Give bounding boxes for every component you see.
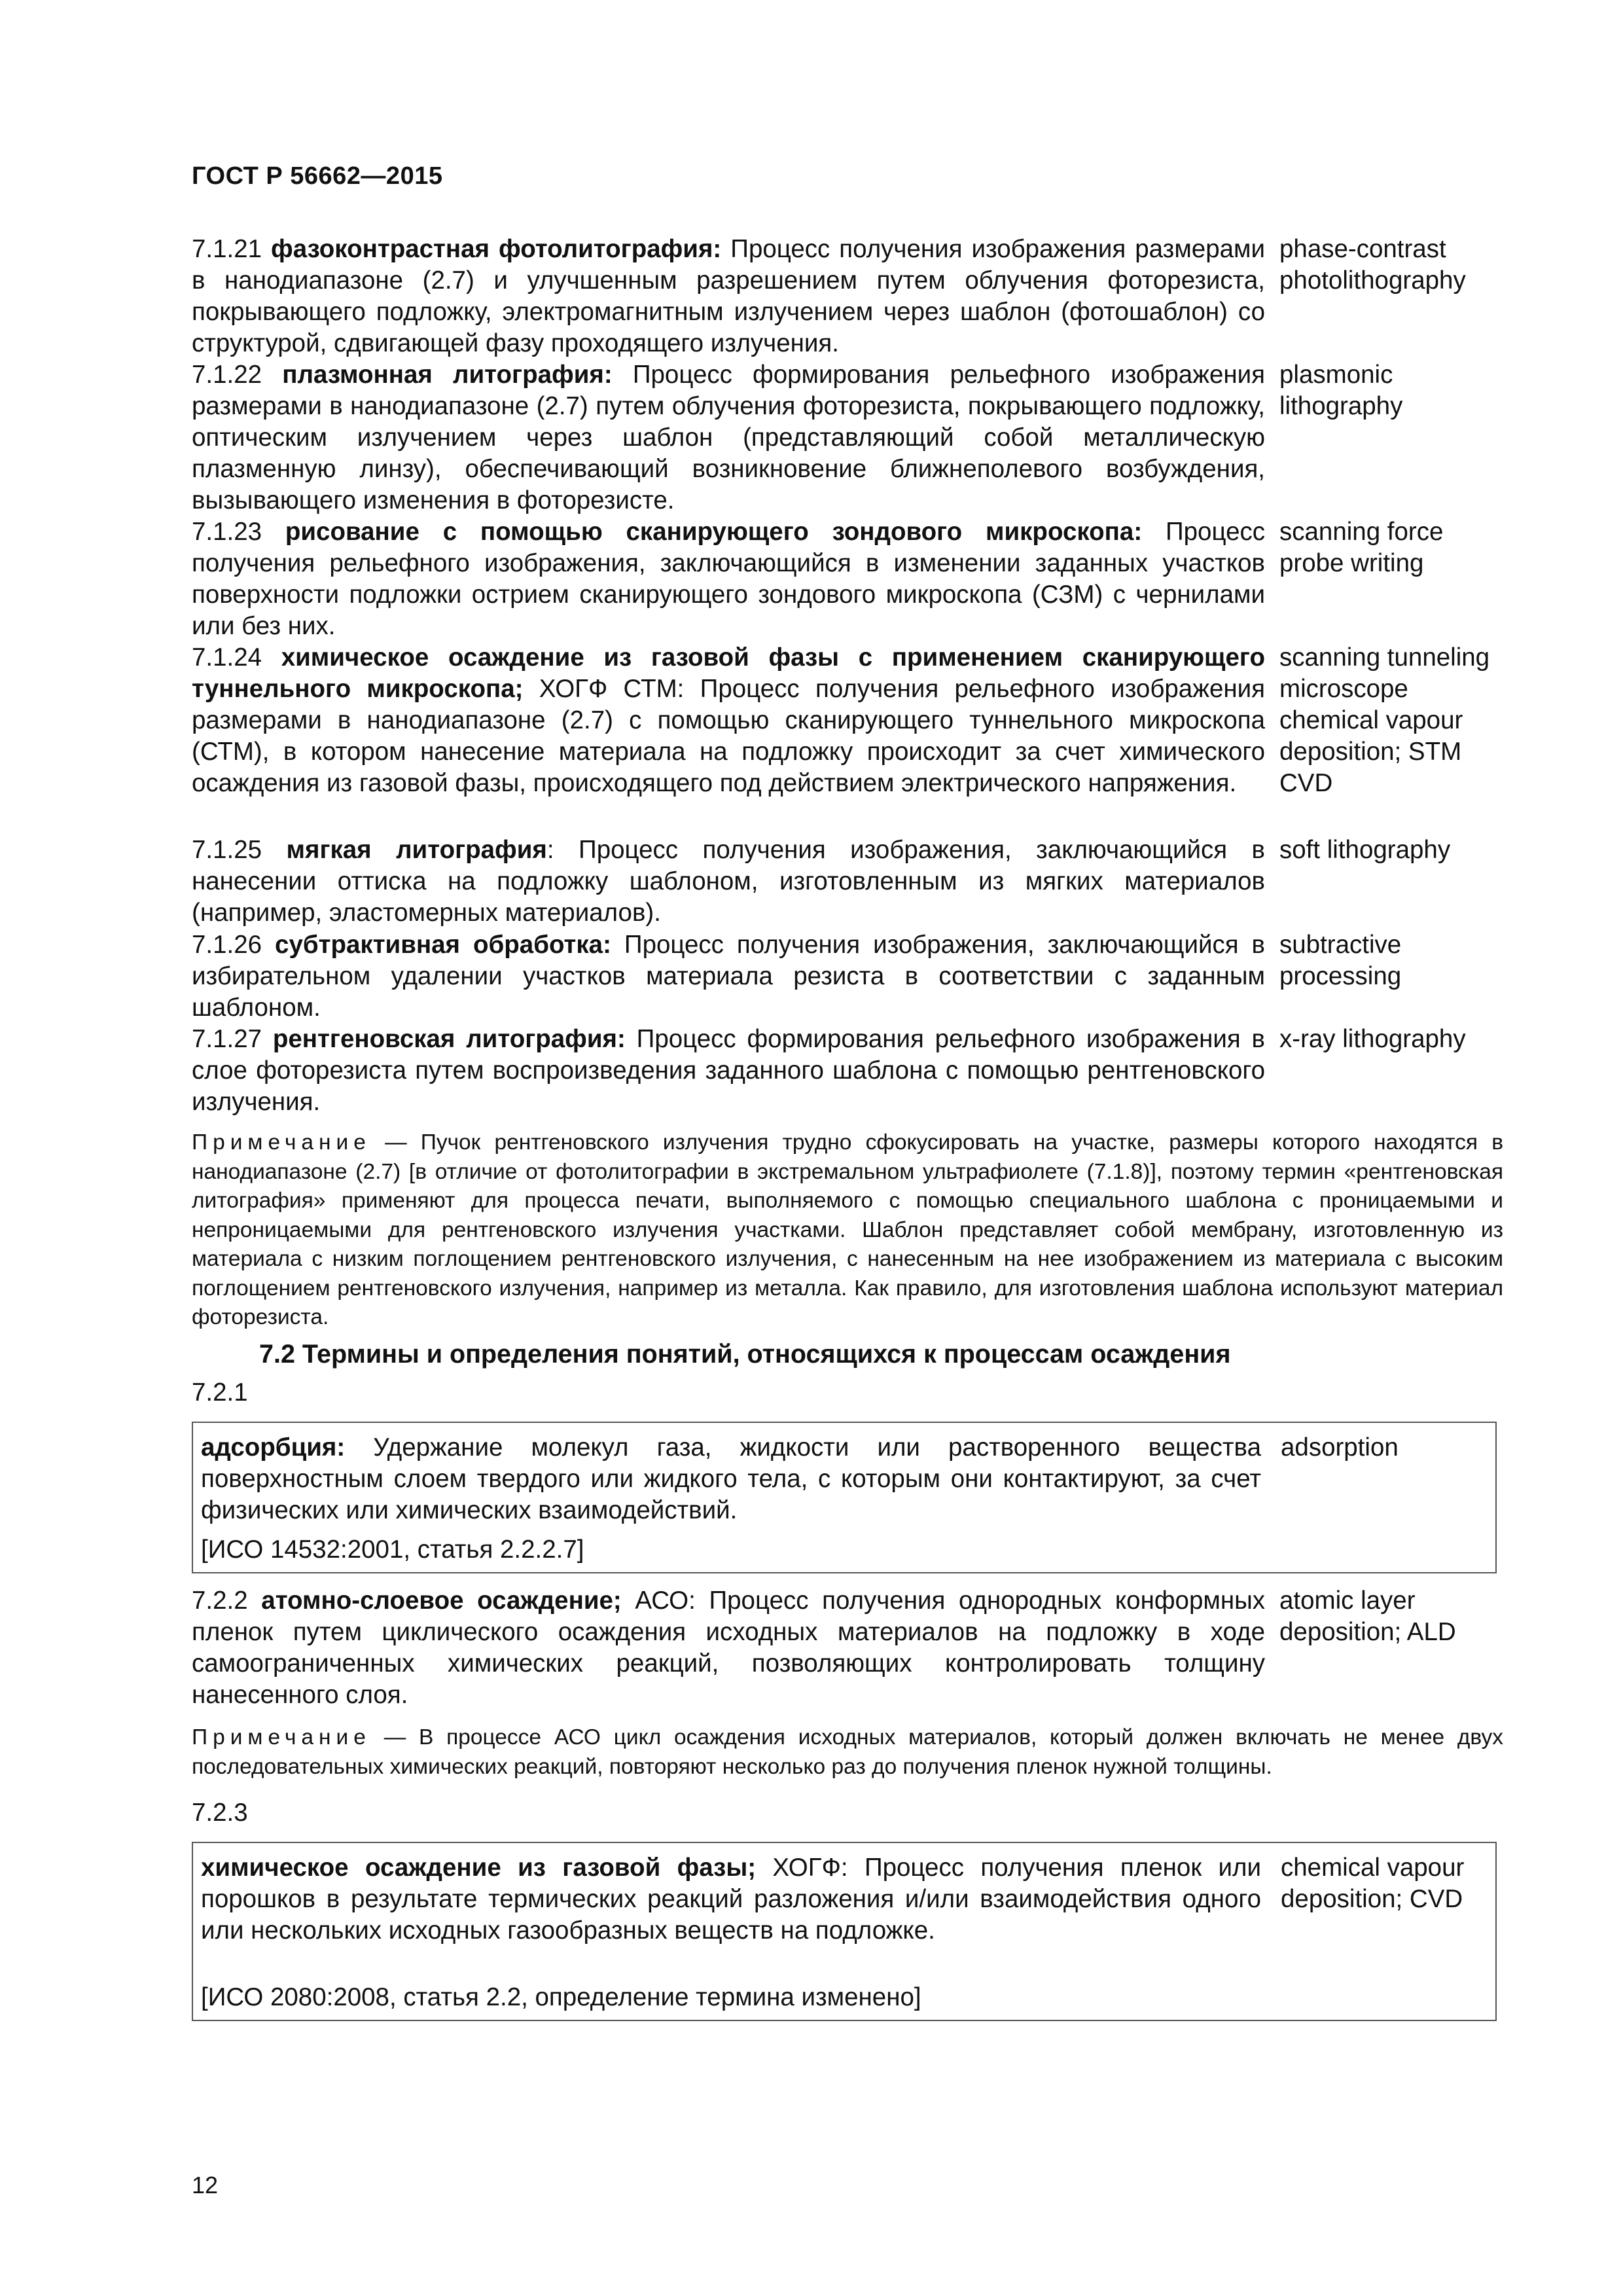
entry-definition — [201, 1852, 1261, 1946]
note-text: — Пучок рентгеновского излучения трудно сфокусировать на участке, размеры которого находятся в нанодиапазоне (2.7) [в отличие от фотолитографии в экстремальном ультрафиолете (7.1.8)], поэтому термин «рентгеновская литография» применяют для процесса печати, выполняемого с помощью специального шаблона с проницаемыми и непроницаемыми для рентгеновского излучения участками. Шаблон представляет собой мембрану, изготовленную из материала с низким поглощением рентгеновского излучения, с нанесенным на нее изображением из материала с высоким поглощением рентгеновского излучения, например из металла. Как правило, для изготовления шаблона используют материал фоторезиста. — [192, 1130, 1504, 1329]
entry-english-term: chemical vapour deposition; CVD — [1281, 1854, 1465, 1913]
entry-number: 7.1.26 — [192, 931, 262, 959]
entry-term: химическое осаждение из газовой фазы с применением сканирующего туннельного микроскопа; — [192, 643, 1265, 703]
note-label: Примечание — [192, 1725, 371, 1749]
term-box-adsorption — [192, 1422, 1497, 1573]
entry-number: 7.1.25 — [192, 836, 262, 864]
entry-definition — [192, 929, 1265, 1024]
entry-text: Удержание молекул газа, жидкости или растворенного вещества поверхностным слоем твердого или жидкого тела, с которым они контактируют, за счет физических или химических взаимодействий. — [201, 1433, 1261, 1524]
entry-english-term: phase-contrast photolithography — [1279, 235, 1466, 295]
entry-english-term: plasmonic lithography — [1279, 361, 1403, 420]
entry-term: мягкая литография — [286, 836, 547, 864]
entry-definition — [192, 1585, 1265, 1711]
entry-number-7-2-3: 7.2.3 — [192, 1799, 248, 1827]
entry-number: 7.2.2 — [192, 1587, 248, 1615]
entry-text: Процесс получения изображения размерами в нанодиапазоне (2.7) и улучшенным разрешением путем облучения фоторезиста, покрывающего подложку, электромагнитным излучением через шаблон (фотошаблон) со структурой, сдвигающей фазу проходящего излучения. — [192, 235, 1265, 357]
entry-definition — [192, 359, 1265, 516]
term-box-cvd — [192, 1842, 1497, 2021]
entry-source: [ИСО 2080:2008, статья 2.2, определение термина изменено] — [201, 1983, 921, 2011]
entry-term: рентгеновская литография: — [272, 1025, 626, 1053]
entry-english-term: scanning tunneling microscope chemical vapour deposition; STM CVD — [1279, 643, 1490, 797]
entry-definition — [192, 1024, 1265, 1118]
entry-definition — [192, 834, 1265, 929]
entry-definition — [201, 1432, 1261, 1526]
note-xray — [192, 1128, 1503, 1333]
entry-term: рисование с помощью сканирующего зондового микроскопа: — [285, 518, 1143, 546]
entry-term: субтрактивная обработка: — [275, 931, 611, 959]
entry-term: атомно-слоевое осаждение; — [261, 1587, 622, 1615]
entry-english-term: soft lithography — [1279, 836, 1451, 864]
note-label: Примечание — [192, 1130, 371, 1155]
entry-definition — [192, 642, 1265, 799]
section-heading-7-2: 7.2 Термины и определения понятий, относящихся к процессам осаждения — [259, 1340, 1231, 1369]
standard-code: ГОСТ Р 56662—2015 — [192, 162, 443, 190]
entry-source: [ИСО 14532:2001, статья 2.2.2.7] — [201, 1535, 584, 1564]
entry-term: фазоконтрастная фотолитография: — [271, 235, 722, 263]
entry-english-term: adsorption — [1281, 1433, 1399, 1462]
entry-definition — [192, 234, 1265, 359]
entry-definition — [192, 516, 1265, 642]
entry-text: Процесс формирования рельефного изображения размерами в нанодиапазоне (2.7) путем облучения фоторезиста, покрывающего подложку, оптическим излучением через шаблон (представляющий собой металлическую плазменную линзу), обеспечивающий возникновение ближнеполевого возбуждения, вызывающего изменения в фоторезисте. — [192, 361, 1265, 514]
entry-term: плазмонная литография: — [282, 361, 613, 389]
entry-text: Процесс получения рельефного изображения, заключающийся в изменении заданных участков поверхности подложки острием сканирующего зондового микроскопа (СЗМ) с чернилами или без них. — [192, 518, 1265, 640]
entry-text: ХОГФ СТМ: Процесс получения рельефного изображения размерами в нанодиапазоне (2.7) с помощью сканирующего туннельного микроскопа (СТМ), в котором нанесение материала на подложку происходит за счет химического осаждения из газовой фазы, происходящего под действием электрического напряжения. — [192, 675, 1265, 797]
entry-number: 7.1.22 — [192, 361, 262, 389]
entry-number-7-2-1: 7.2.1 — [192, 1378, 248, 1407]
entry-english-term: subtractive processing — [1279, 931, 1402, 990]
note-ald — [192, 1723, 1503, 1782]
entry-english-term: atomic layer deposition; ALD — [1279, 1587, 1456, 1646]
entry-term: адсорбция: — [201, 1433, 346, 1462]
entry-text: ХОГФ: Процесс получения пленок или порошков в результате термических реакций разложения и/или взаимодействия одного или нескольких исходных газообразных веществ на подложке. — [201, 1854, 1262, 1945]
entry-text: : Процесс получения изображения, заключающийся в нанесении оттиска на подложку шаблоном, изготовленным из мягких материалов (например, эластомерных материалов). — [192, 836, 1265, 927]
page-number: 12 — [192, 2172, 219, 2198]
entry-text: АСО: Процесс получения однородных конформных пленок путем циклического осаждения исходных материалов на подложку в ходе самоограниченных химических реакций, позволяющих контролировать толщину нанесенного слоя. — [192, 1587, 1266, 1709]
entry-text: Процесс получения изображения, заключающийся в избирательном удалении участков материала резиста в соответствии с заданным шаблоном. — [192, 931, 1265, 1022]
entry-english-term: x-ray lithography — [1279, 1025, 1466, 1053]
note-text: — В процессе АСО цикл осаждения исходных материалов, который должен включать не менее двух последовательных химических реакций, повторяют несколько раз до получения пленок нужной толщины. — [192, 1725, 1503, 1779]
entry-number: 7.1.21 — [192, 235, 262, 263]
entry-number: 7.1.23 — [192, 518, 262, 546]
entry-english-term: scanning force probe writing — [1279, 518, 1444, 577]
entry-number: 7.1.24 — [192, 643, 262, 672]
entry-text: Процесс формирования рельефного изображения в слое фоторезиста путем воспроизведения заданного шаблона с помощью рентгеновского излучения. — [192, 1025, 1265, 1116]
entry-number: 7.1.27 — [192, 1025, 262, 1053]
entry-term: химическое осаждение из газовой фазы; — [201, 1854, 757, 1882]
